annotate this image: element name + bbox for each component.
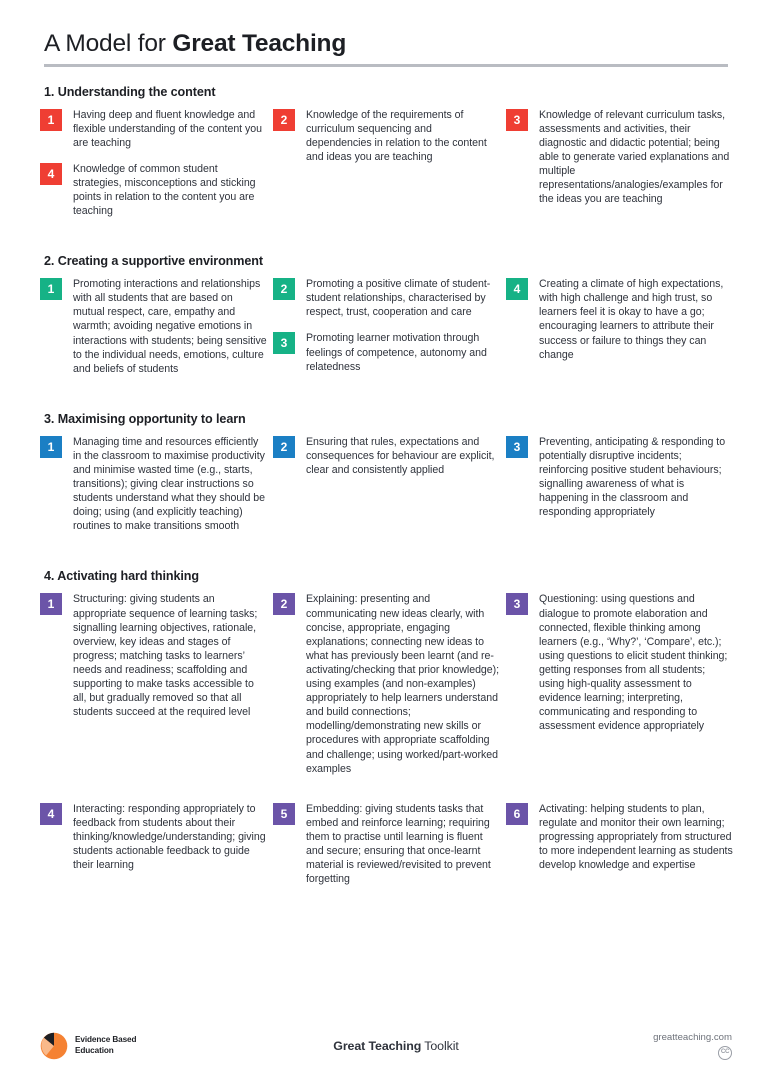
- item-text: Interacting: responding appropriately to feedback from students about their thinking/knowledge/understanding; giving students actionable feedback to guide their learning: [73, 802, 266, 872]
- item-text: Questioning: using questions and dialogue to promote elaboration and connected, flexible thinking among learners (e.g., ‘Why?’, ‘Compare’, etc.); using questions to elicit student thinking; getting responses from all students; using high-quality assessment to evidence learning; interpreting, communicating and responding to assessment evidence appropriately: [539, 593, 728, 733]
- section-4-heading: 4. Activating hard thinking: [44, 569, 199, 584]
- page-title-regular: A Model for: [44, 30, 173, 57]
- item-text: Knowledge of the requirements of curriculum sequencing and dependencies in relation to the content and ideas you are teaching: [306, 108, 487, 163]
- logo-wordmark: [75, 1035, 136, 1056]
- footer-website-link[interactable]: greatteaching.com: [653, 1032, 732, 1043]
- item-text: Structuring: giving students an appropriate sequence of learning tasks; signalling learning objectives, rationale, overview, key ideas and stages of progress; matching tasks to learners’ needs and readiness; scaffolding and supporting to make tasks accessible to all, but gradually removed so that all students succeed at the required level: [73, 593, 258, 719]
- item-badge: 4: [506, 278, 528, 300]
- item-text: Ensuring that rules, expectations and consequences for behaviour are explicit, clear and consistently applied: [306, 435, 495, 476]
- item-badge: 4: [40, 163, 62, 185]
- section-gap: [40, 543, 732, 569]
- logo-line-1: Evidence Based: [75, 1035, 137, 1045]
- item-text: Knowledge of relevant curriculum tasks, assessments and activities, their diagnostic and didactic potential; being able to generate varied explanations and multiple representations/analogies/examples for the ideas you are teaching: [539, 108, 730, 206]
- item-badge: 1: [40, 593, 62, 615]
- section-2: [40, 254, 732, 376]
- section-3-columns: [40, 435, 732, 534]
- item-text: Embedding: giving students tasks that embed and reinforce learning; requiring them to practise until learning is fluent and secure; ensuring that once-learnt material is reviewed/revisited to prevent forgetting: [306, 802, 491, 886]
- list-item: [40, 435, 267, 534]
- section-4-column-3: [506, 592, 739, 733]
- section-2-columns: [40, 277, 732, 376]
- item-badge: 3: [273, 332, 295, 354]
- section-1-columns: [40, 108, 732, 219]
- section-2-column-3: [506, 277, 739, 362]
- footer-logo: [40, 1032, 270, 1060]
- page-title: [40, 30, 732, 64]
- list-item: [273, 331, 500, 373]
- section-1-heading: 1. Understanding the content: [44, 84, 216, 99]
- footer-toolkit-bold: Great Teaching: [333, 1039, 422, 1053]
- section-4-column-4: [40, 802, 273, 872]
- section-gap: [40, 386, 732, 412]
- list-item: [506, 592, 733, 733]
- item-text: Having deep and fluent knowledge and flexible understanding of the content you are teaching: [73, 108, 263, 149]
- list-item: [273, 802, 500, 887]
- section-4: [40, 569, 732, 886]
- section-3-column-2: [273, 435, 506, 477]
- item-badge: 1: [40, 278, 62, 300]
- item-badge: 3: [506, 593, 528, 615]
- footer-website-block: [562, 1032, 732, 1060]
- item-text: Knowledge of common student strategies, misconceptions and sticking points in relation to the content you are teaching: [73, 162, 256, 218]
- item-badge: 2: [273, 109, 295, 131]
- item-text: Promoting a positive climate of student-student relationships, characterised by respect, trust, cooperation and care: [306, 278, 491, 319]
- item-badge: 2: [273, 436, 295, 458]
- section-4-column-2: [273, 592, 506, 775]
- page-title-bold: Great Teaching: [172, 30, 347, 57]
- section-3-heading: 3. Maximising opportunity to learn: [44, 411, 246, 426]
- creative-commons-badge: [562, 1046, 732, 1060]
- section-2-column-2: [273, 277, 506, 374]
- section-1-column-3: [506, 108, 739, 207]
- item-text: Promoting interactions and relationships with all students that are based on mutual respect, care, empathy and warmth; avoiding negative emotions in interactions with students; being sensitive to the individual needs, emotions, culture and beliefs of students: [73, 278, 267, 375]
- item-badge: 2: [273, 593, 295, 615]
- section-1: [40, 85, 732, 219]
- list-item: [506, 277, 733, 362]
- row-gap: [40, 776, 732, 802]
- section-4-column-5: [273, 802, 506, 887]
- item-text: Activating: helping students to plan, regulate and monitor their own learning; progressing appropriately from structured to more independent learning as students develop knowledge and expertise: [539, 802, 733, 872]
- item-text: Managing time and resources efficiently in the classroom to maximise productivity and minimise wasted time (e.g., starts, transitions); giving clear instructions so students understand what they should be doing; using (and explicitly teaching) routines to make transitions smooth: [73, 435, 266, 533]
- section-4-column-1: [40, 592, 273, 719]
- list-item: [40, 162, 267, 218]
- list-item: [506, 108, 733, 207]
- item-badge: 3: [506, 109, 528, 131]
- title-divider: [44, 64, 728, 67]
- list-item: [273, 277, 500, 319]
- list-item: [273, 108, 500, 164]
- section-3: [40, 412, 732, 534]
- creative-commons-icon: CC: [718, 1046, 732, 1060]
- list-item: [40, 108, 267, 150]
- section-1-column-1: [40, 108, 273, 219]
- section-gap: [40, 228, 732, 254]
- item-badge: 3: [506, 436, 528, 458]
- list-item: [506, 802, 733, 872]
- list-item: [273, 592, 500, 775]
- item-text: Creating a climate of high expectations, with high challenge and high trust, so learners feel it is okay to have a go; encouraging learners to attribute their success or failure to things they can change: [539, 278, 724, 361]
- section-4-columns-row-1: [40, 592, 732, 775]
- section-4-columns-row-2: [40, 802, 732, 887]
- evidence-based-education-logo-icon: [40, 1032, 68, 1060]
- logo-line-2: Education: [75, 1046, 114, 1055]
- item-badge: 1: [40, 436, 62, 458]
- item-badge: 4: [40, 803, 62, 825]
- section-3-column-3: [506, 435, 739, 520]
- page-footer: [40, 1019, 732, 1073]
- section-1-column-2: [273, 108, 506, 164]
- section-3-column-1: [40, 435, 273, 534]
- item-badge: 2: [273, 278, 295, 300]
- list-item: [273, 435, 500, 477]
- item-text: Preventing, anticipating & responding to potentially disruptive incidents; reinforcing positive student behaviours; signalling awareness of what is happening in the classroom and responding appropriately: [539, 435, 726, 519]
- list-item: [40, 592, 267, 719]
- footer-toolkit-label: [270, 1039, 562, 1053]
- item-badge: 6: [506, 803, 528, 825]
- item-text: Promoting learner motivation through feelings of competence, autonomy and relatedness: [306, 332, 487, 373]
- item-badge: 5: [273, 803, 295, 825]
- list-item: [40, 277, 267, 376]
- item-text: Explaining: presenting and communicating new ideas clearly, with concise, appropriate, engaging explanations; connecting new ideas to what has previously been learnt (and re-activating/checking that prior knowledge); using examples (and non-examples) appropriately to help learners understand and build connections; modelling/demonstrating new skills or procedures with appropriate scaffolding and challenge; using worked/part-worked examples: [306, 593, 500, 775]
- section-2-column-1: [40, 277, 273, 376]
- list-item: [506, 435, 733, 520]
- section-4-column-6: [506, 802, 739, 872]
- item-badge: 1: [40, 109, 62, 131]
- footer-toolkit-regular: Toolkit: [421, 1039, 459, 1053]
- section-2-heading: 2. Creating a supportive environment: [44, 254, 263, 269]
- list-item: [40, 802, 267, 872]
